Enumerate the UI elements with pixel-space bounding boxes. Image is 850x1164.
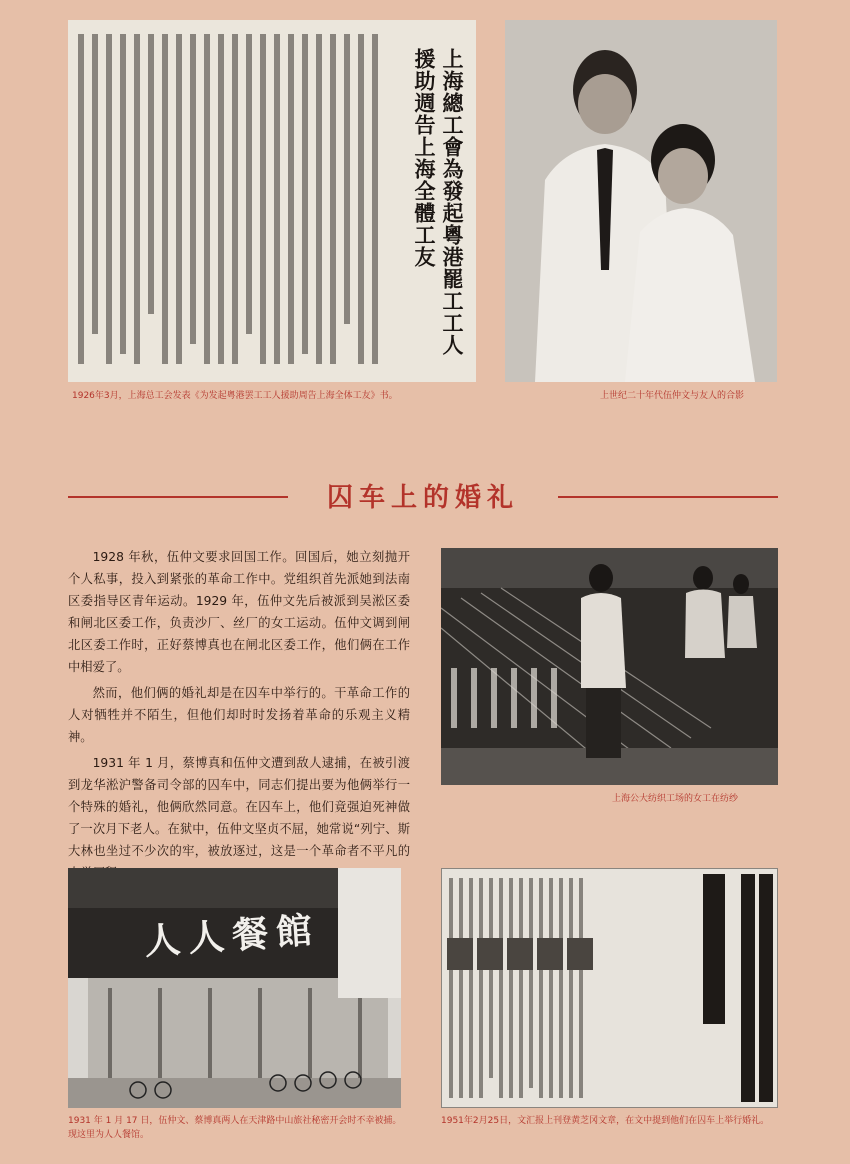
newspaper-1926-image [68, 20, 476, 382]
factory-workers-photo [441, 548, 778, 785]
paragraph-2: 然而，他们俩的婚礼却是在囚车中举行的。干革命工作的人对牺牲并不陌生，但他们却时时发扬着革命的乐观主义精神。 [68, 686, 410, 744]
section-title: 囚车上的婚礼 [326, 483, 519, 513]
portrait-photo [505, 20, 777, 382]
caption-factory-workers: 上海公大纺织工场的女工在纺纱 [612, 794, 739, 804]
caption-newspaper-1951: 1951年2月25日，文汇报上刊登黄芝冈文章，在文中提到他们在囚车上举行婚礼。 [441, 1116, 770, 1126]
caption-portrait: 上世纪二十年代伍仲文与友人的合影 [600, 391, 745, 401]
article-body [68, 546, 410, 884]
newspaper-headline: 上海總工會為發起粵港罷工工人援助週告上海全體工友 [412, 48, 465, 356]
caption-restaurant: 1931 年 1 月 17 日，伍仲文、蔡博真两人在天津路中山旅社秘密开会时不幸被捕。现这里为人人餐馆。 [68, 1116, 402, 1140]
restaurant-sign: 人人餐館 [142, 908, 322, 964]
restaurant-photo [68, 868, 401, 1108]
paragraph-1: 1928 年秋，伍仲文要求回国工作。回国后，她立刻抛开个人私事，投入到紧张的革命工作中。党组织首先派她到法南区委指导区青年运动。1929 年，伍仲文先后被派到吴淞区委和闸北区委工作，负责沙厂、丝厂的女工运动。伍仲文调到闸北区委工作时，正好蔡博真也在闸北区委工作，他们俩在工作中相爱了。 [68, 550, 410, 674]
caption-newspaper-1926: 1926年3月，上海总工会发表《为发起粤港罢工工人援助周告上海全体工友》书。 [72, 391, 398, 401]
section-title-row [68, 478, 778, 518]
newspaper-1951-image [441, 868, 778, 1108]
title-divider-right [558, 496, 778, 498]
paragraph-3: 1931 年 1 月，蔡博真和伍仲文遭到敌人逮捕，在被引渡到龙华淞沪警备司令部的囚车中，同志们提出要为他俩举行一个特殊的婚礼，他俩欣然同意。在囚车上，他们竟强迫死神做了一次月下老人。在狱中，伍仲文坚贞不屈，她常说“列宁、斯大林也坐过不少次的牢，被放逐过，这是一个革命者不平凡的 [68, 756, 410, 858]
